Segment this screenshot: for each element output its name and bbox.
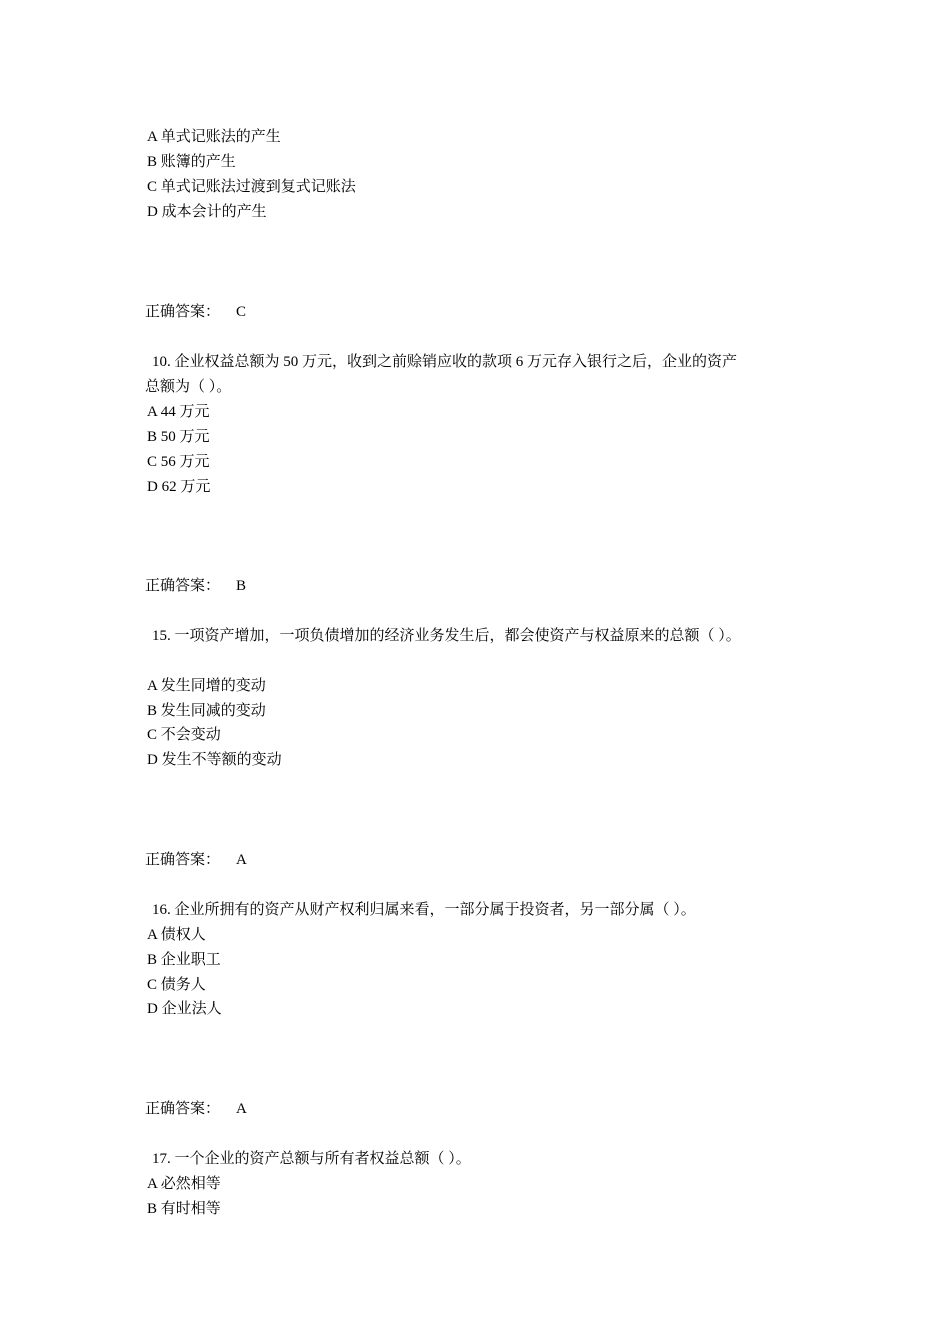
answer-value: A bbox=[236, 852, 247, 868]
answer-value: B bbox=[236, 578, 247, 594]
question-text: 10. 企业权益总额为 50 万元，收到之前赊销应收的款项 6 万元存入银行之后，企业的资产 bbox=[152, 354, 738, 370]
option-a: A 发生同增的变动 bbox=[147, 678, 266, 694]
question-text: 15. 一项资产增加，一项负债增加的经济业务发生后，都会使资产与权益原来的总额（ ）。 bbox=[152, 628, 741, 644]
option-b: B 账簿的产生 bbox=[147, 154, 236, 170]
option-d: D 企业法人 bbox=[147, 1001, 222, 1017]
answer-row bbox=[145, 850, 247, 870]
answer-row bbox=[145, 1099, 247, 1119]
option-b: B 有时相等 bbox=[147, 1201, 221, 1217]
option-b: B 发生同减的变动 bbox=[147, 703, 266, 719]
answer-label: 正确答案： bbox=[145, 304, 221, 320]
answer-row bbox=[145, 302, 246, 322]
answer-value: C bbox=[236, 304, 247, 320]
answer-label: 正确答案： bbox=[145, 1101, 221, 1117]
answer-label: 正确答案： bbox=[145, 852, 221, 868]
option-a: A 44 万元 bbox=[147, 404, 210, 420]
option-d: D 62 万元 bbox=[147, 479, 211, 495]
option-c: C 债务人 bbox=[147, 977, 206, 993]
question-text: 17. 一个企业的资产总额与所有者权益总额（ ）。 bbox=[152, 1151, 471, 1167]
answer-row bbox=[145, 576, 246, 596]
option-a: A 单式记账法的产生 bbox=[147, 129, 281, 145]
option-c: C 不会变动 bbox=[147, 727, 221, 743]
option-c: C 单式记账法过渡到复式记账法 bbox=[147, 179, 356, 195]
option-a: A 债权人 bbox=[147, 927, 206, 943]
option-d: D 成本会计的产生 bbox=[147, 204, 267, 220]
answer-value: A bbox=[236, 1101, 247, 1117]
option-a: A 必然相等 bbox=[147, 1176, 221, 1192]
option-b: B 企业职工 bbox=[147, 952, 221, 968]
option-b: B 50 万元 bbox=[147, 429, 210, 445]
question-text-continued: 总额为（ ）。 bbox=[145, 379, 232, 395]
option-c: C 56 万元 bbox=[147, 454, 210, 470]
option-d: D 发生不等额的变动 bbox=[147, 752, 282, 768]
question-text: 16. 企业所拥有的资产从财产权利归属来看，一部分属于投资者，另一部分属（ ）。 bbox=[152, 902, 696, 918]
answer-label: 正确答案： bbox=[145, 578, 221, 594]
